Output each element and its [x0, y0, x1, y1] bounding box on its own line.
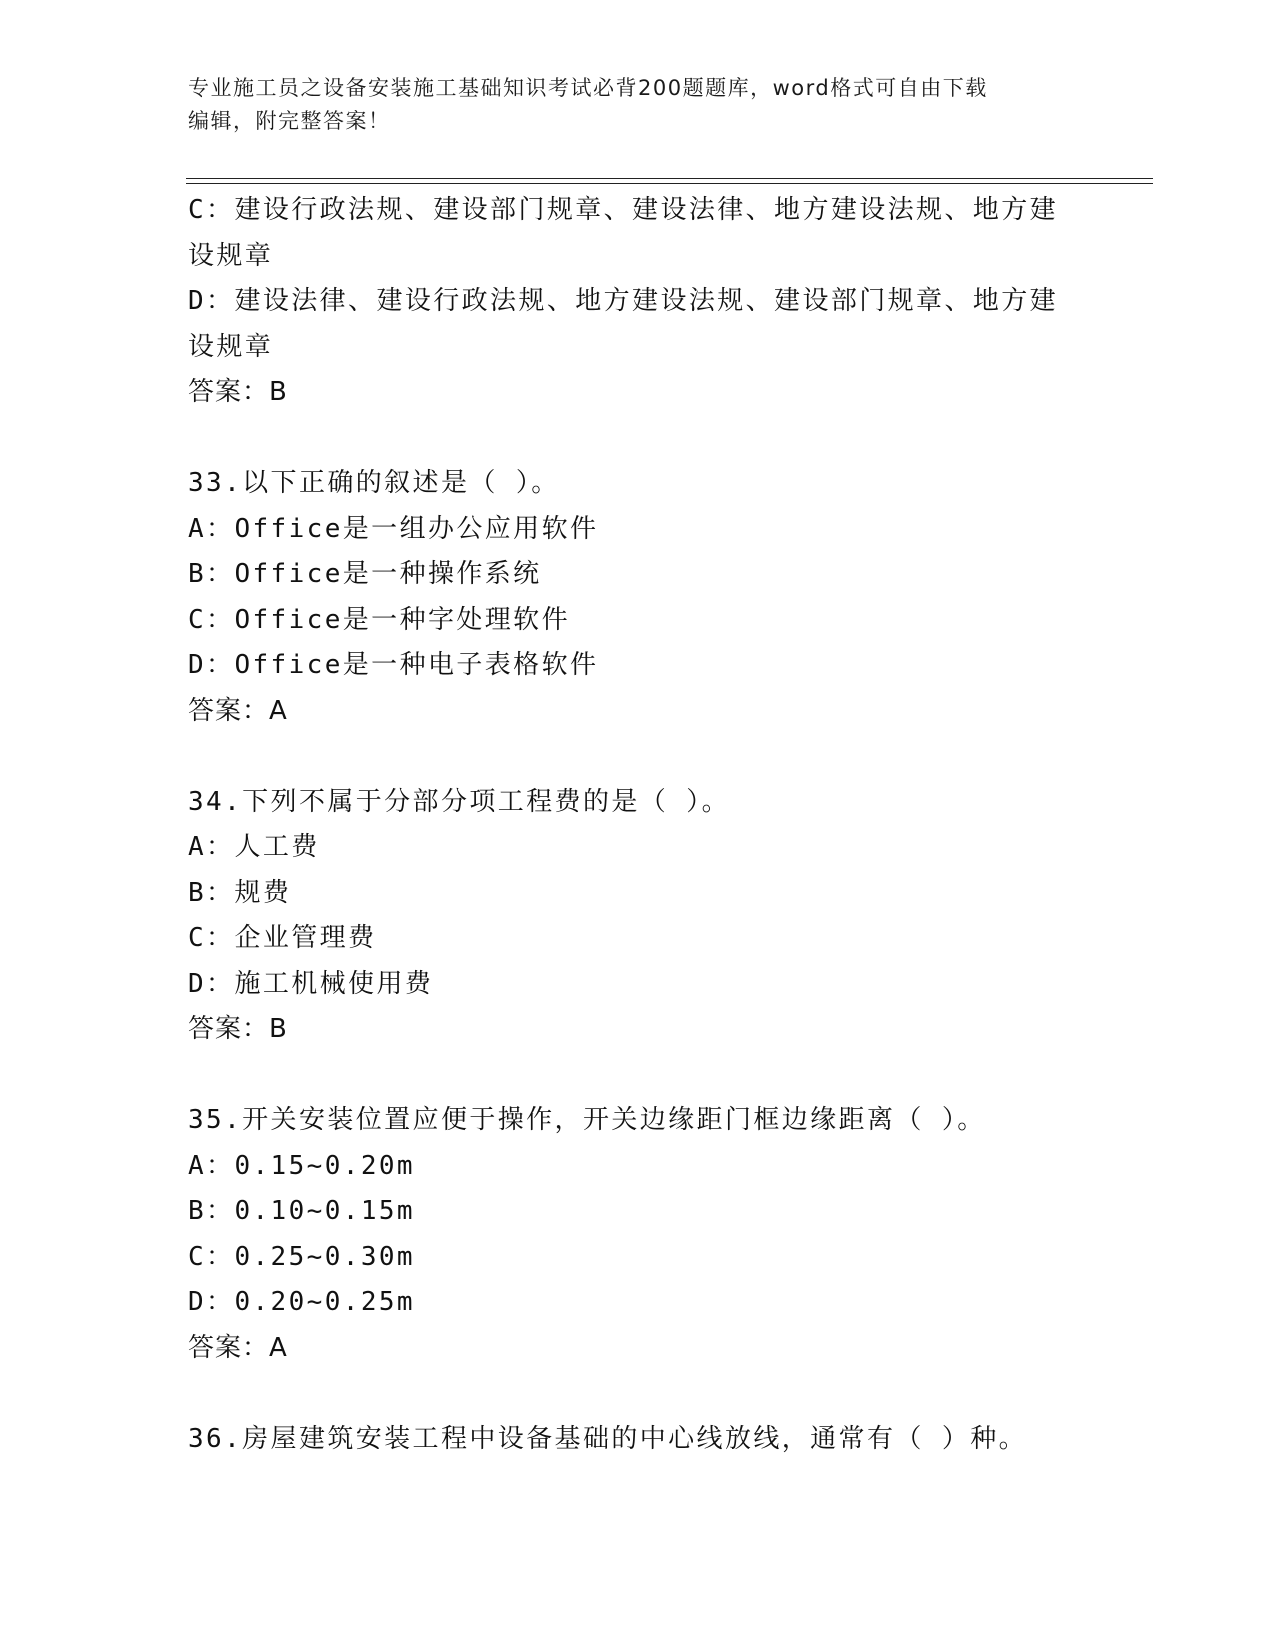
option-a: A：Office是一组办公应用软件: [188, 513, 599, 544]
option-c: C：Office是一种字处理软件: [188, 604, 570, 635]
question-stem: 36.房屋建筑安装工程中设备基础的中心线放线，通常有（ ）种。: [188, 1423, 1028, 1454]
option-a: A：人工费: [188, 832, 320, 862]
option-b: B：0.10~0.15m: [188, 1196, 415, 1226]
question-list: [188, 188, 1088, 1462]
option-c-line-1: C：建设行政法规、建设部门规章、建设法律、地方建设法规、地方建: [188, 195, 1059, 225]
option-a: A：0.15~0.20m: [188, 1150, 415, 1181]
spacer: [188, 1053, 1088, 1099]
header-line-1: 专业施工员之设备安装施工基础知识考试必背200题题库，word格式可自由下载: [188, 76, 988, 100]
option-c: C：0.25~0.30m: [188, 1241, 415, 1272]
option-d: D：Office是一种电子表格软件: [188, 650, 599, 680]
document-header: [188, 72, 1068, 138]
header-rule-top: [186, 178, 1153, 179]
option-b: B：Office是一种操作系统: [188, 559, 542, 589]
header-rule-bottom: [186, 183, 1153, 184]
question-stem: 34.下列不属于分部分项工程费的是（ ）。: [188, 786, 731, 817]
spacer: [188, 1371, 1088, 1417]
option-c: C：企业管理费: [188, 923, 377, 953]
spacer: [188, 416, 1088, 462]
answer-line: 答案：A: [188, 695, 288, 726]
option-d: D：施工机械使用费: [188, 968, 434, 999]
option-c-line-2: 设规章: [188, 240, 274, 271]
answer-line: 答案：B: [188, 1014, 288, 1044]
spacer: [188, 734, 1088, 780]
question-stem: 33.以下正确的叙述是（ ）。: [188, 468, 560, 498]
option-b: B：规费: [188, 877, 292, 908]
answer-line: 答案：A: [188, 1332, 288, 1363]
option-d: D：0.20~0.25m: [188, 1287, 415, 1317]
option-d-line-1: D：建设法律、建设行政法规、地方建设法规、建设部门规章、地方建: [188, 286, 1059, 316]
option-d-line-2: 设规章: [188, 331, 274, 362]
question-stem: 35.开关安装位置应便于操作，开关边缘距门框边缘距离（ ）。: [188, 1105, 986, 1135]
answer-line: 答案：B: [188, 377, 288, 407]
header-line-2: 编辑，附完整答案！: [188, 109, 391, 133]
